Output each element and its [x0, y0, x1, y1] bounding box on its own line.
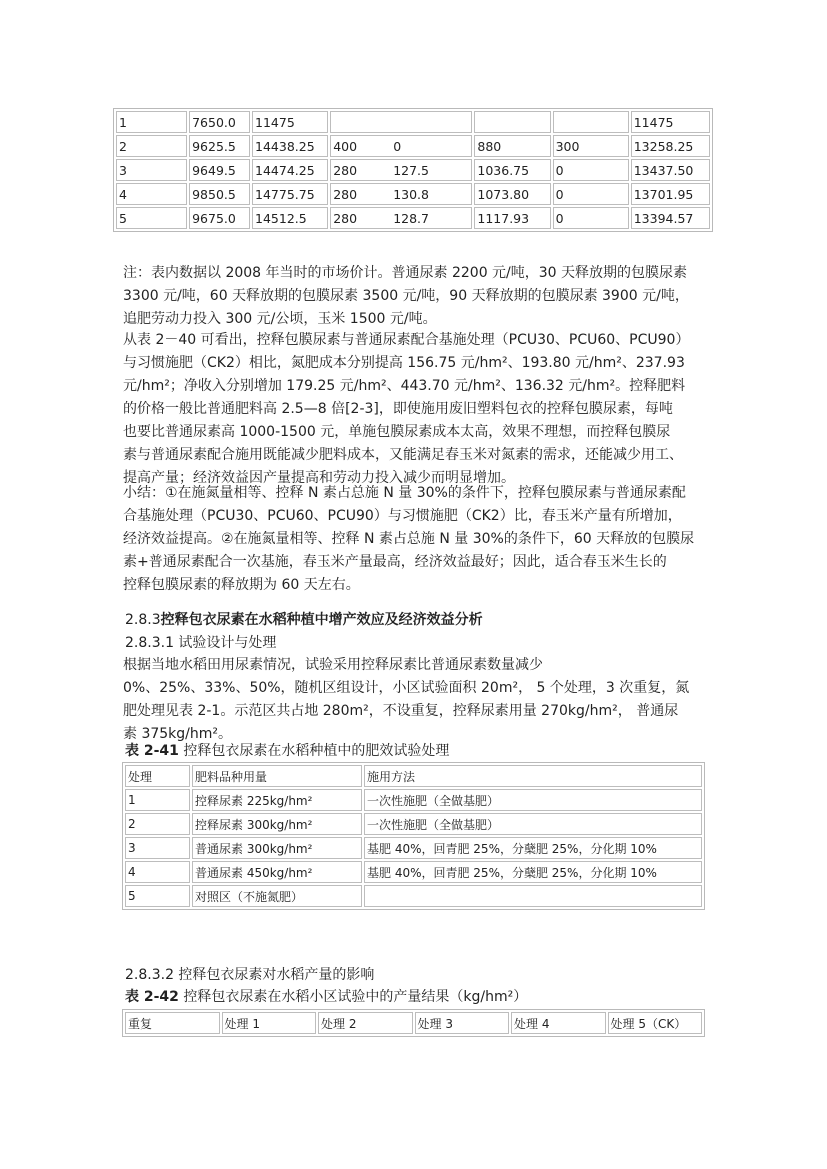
- table-label: 表 2-42: [125, 989, 179, 1005]
- table-cell: 880: [474, 135, 550, 157]
- table-cell: 一次性施肥（全做基肥）: [364, 813, 702, 835]
- table-cell: 9625.5: [189, 135, 250, 157]
- table-row: [116, 159, 710, 181]
- table-cell: 1036.75: [474, 159, 550, 181]
- summary-line: 素+普通尿素配合一次基施，春玉米产量最高，经济效益最好；因此，适合春玉米生长的: [123, 554, 667, 570]
- table-cell: 对照区（不施氮肥）: [192, 885, 362, 907]
- table-title: 控释包衣尿素在水稻种植中的肥效试验处理: [183, 743, 450, 759]
- column-header: 处理 4: [511, 1012, 606, 1034]
- yield-result-table: [122, 1009, 705, 1037]
- table-cell: 9649.5: [189, 159, 250, 181]
- table-cell: 控释尿素 225kg/hm²: [192, 789, 362, 811]
- analysis-line: 从表 2－40 可看出，控释包膜尿素与普通尿素配合基施处理（PCU30、PCU60、PCU90）: [123, 332, 690, 348]
- table-cell: 0: [553, 159, 629, 181]
- summary-line: 合基施处理（PCU30、PCU60、PCU90）与习惯施肥（CK2）比，春玉米产量有所增加，: [123, 508, 682, 524]
- summary-line: 控释包膜尿素的释放期为 60 天左右。: [123, 577, 360, 593]
- note-line: 追肥劳动力投入 300 元/公顷，玉米 1500 元/吨。: [123, 311, 437, 327]
- table-cell: 9675.0: [189, 207, 250, 229]
- design-paragraph: [123, 654, 723, 746]
- table-cell: 13258.25: [631, 135, 710, 157]
- table-cell: 普通尿素 300kg/hm²: [192, 837, 362, 859]
- table-cell: 4: [116, 183, 187, 205]
- table-row: [116, 207, 710, 229]
- cell-value: 280: [333, 162, 358, 178]
- analysis-line: 与习惯施肥（CK2）相比，氮肥成本分别提高 156.75 元/hm²、193.80 元/hm²、237.93: [123, 355, 685, 371]
- table-caption: [125, 740, 449, 762]
- table-row: [116, 135, 710, 157]
- table-cell: 14512.5: [252, 207, 328, 229]
- column-header: 处理 5（CK）: [608, 1012, 703, 1034]
- table-row: [125, 789, 702, 811]
- table-cell: 13394.57: [631, 207, 710, 229]
- analysis-line: 的价格一般比普通肥料高 2.5—8 倍[2-3]，即使施用废旧塑料包衣的控释包膜尿素，每吨: [123, 401, 673, 417]
- table-cell: 0: [553, 207, 629, 229]
- table-cell: 基肥 40%，回青肥 25%，分蘖肥 25%，分化期 10%: [364, 837, 702, 859]
- cell-value: 0: [393, 138, 402, 154]
- column-header: 处理 1: [222, 1012, 317, 1034]
- table-cell: 普通尿素 450kg/hm²: [192, 861, 362, 883]
- table-cell: 11475: [252, 111, 328, 133]
- table-cell: 300: [553, 135, 629, 157]
- table-cell: [330, 159, 472, 181]
- summary-line: 小结：①在施氮量相等、控释 N 素占总施 N 量 30%的条件下，控释包膜尿素与普通尿素配: [123, 485, 686, 501]
- table-header-row: [125, 1012, 702, 1034]
- column-header: 处理: [125, 765, 190, 787]
- table-cell: 1117.93: [474, 207, 550, 229]
- table-row: [125, 861, 702, 883]
- table-cell: 3: [116, 159, 187, 181]
- treatment-table: [122, 762, 705, 910]
- table-cell: 1073.80: [474, 183, 550, 205]
- table-cell: 7650.0: [189, 111, 250, 133]
- design-line: 0%、25%、33%、50%，随机区组设计，小区试验面积 20m²， 5 个处理，3 次重复，氮: [123, 680, 690, 696]
- table-cell: [330, 183, 472, 205]
- table-cell: [330, 207, 472, 229]
- table-label: 表 2-41: [125, 743, 179, 759]
- cell-value: 127.5: [393, 162, 429, 178]
- table-cell: 一次性施肥（全做基肥）: [364, 789, 702, 811]
- table-cell: [330, 135, 472, 157]
- column-header: 施用方法: [364, 765, 702, 787]
- table-row: [116, 111, 710, 133]
- analysis-paragraph: [123, 329, 723, 490]
- column-header: 处理 3: [415, 1012, 510, 1034]
- table-cell: 1: [116, 111, 187, 133]
- table-header-row: [125, 765, 702, 787]
- table-cell: [330, 111, 472, 133]
- yield-cost-table: [113, 108, 713, 232]
- table-cell: 14438.25: [252, 135, 328, 157]
- table-cell: 2: [116, 135, 187, 157]
- analysis-line: 提高产量；经济效益因产量提高和劳动力投入减少而明显增加。: [123, 470, 515, 486]
- table-cell: [474, 111, 550, 133]
- design-line: 肥处理见表 2-1。示范区共占地 280m²，不设重复，控释尿素用量 270kg/hm²， 普通尿: [123, 703, 679, 719]
- note-line: 注：表内数据以 2008 年当时的市场价计。普通尿素 2200 元/吨，30 天释放期的包膜尿素: [123, 265, 688, 281]
- table-row: [125, 837, 702, 859]
- section-title: 控释包衣尿素在水稻种植中增产效应及经济效益分析: [160, 612, 483, 628]
- table-cell: 11475: [631, 111, 710, 133]
- table-cell: 3: [125, 837, 190, 859]
- table-caption: [125, 986, 527, 1008]
- section-heading: [125, 609, 483, 631]
- table-row: [125, 885, 702, 907]
- table-cell: [553, 111, 629, 133]
- table-title: 控释包衣尿素在水稻小区试验中的产量结果（kg/hm²）: [183, 989, 528, 1005]
- section-number: 2.8.3: [125, 612, 161, 628]
- table-cell: 控释尿素 300kg/hm²: [192, 813, 362, 835]
- table-row: [116, 183, 710, 205]
- table-cell: 5: [125, 885, 190, 907]
- cell-value: 280: [333, 210, 358, 226]
- cell-value: 280: [333, 186, 358, 202]
- table-cell: 0: [553, 183, 629, 205]
- cell-value: 130.8: [393, 186, 429, 202]
- table-cell: 5: [116, 207, 187, 229]
- table-row: [125, 813, 702, 835]
- note-line: 3300 元/吨，60 天释放期的包膜尿素 3500 元/吨，90 天释放期的包膜尿素 3900 元/吨，: [123, 288, 689, 304]
- cell-value: 400: [333, 138, 358, 154]
- column-header: 重复: [125, 1012, 220, 1034]
- column-header: 处理 2: [318, 1012, 413, 1034]
- design-line: 素 375kg/hm²。: [123, 726, 233, 742]
- table-cell: [364, 885, 702, 907]
- subsection-heading: 2.8.3.1 试验设计与处理: [125, 635, 277, 651]
- summary-paragraph: [123, 482, 723, 597]
- table-cell: 1: [125, 789, 190, 811]
- table-cell: 14474.25: [252, 159, 328, 181]
- subsection-heading: 2.8.3.2 控释包衣尿素对水稻产量的影响: [125, 967, 375, 983]
- column-header: 肥料品种用量: [192, 765, 362, 787]
- design-line: 根据当地水稻田用尿素情况，试验采用控释尿素比普通尿素数量减少: [123, 657, 543, 673]
- analysis-line: 也要比普通尿素高 1000-1500 元，单施包膜尿素成本太高，效果不理想，而控释包膜尿: [123, 424, 671, 440]
- analysis-line: 元/hm²；净收入分别增加 179.25 元/hm²、443.70 元/hm²、136.32 元/hm²。控释肥料: [123, 378, 686, 394]
- summary-line: 经济效益提高。②在施氮量相等、控释 N 素占总施 N 量 30%的条件下，60 天释放的包膜尿: [123, 531, 695, 547]
- table-cell: 13701.95: [631, 183, 710, 205]
- table-cell: 基肥 40%，回青肥 25%，分蘖肥 25%，分化期 10%: [364, 861, 702, 883]
- analysis-line: 素与普通尿素配合施用既能减少肥料成本，又能满足春玉米对氮素的需求，还能减少用工、: [123, 447, 683, 463]
- table-cell: 13437.50: [631, 159, 710, 181]
- table-note: [123, 262, 723, 331]
- table-cell: 4: [125, 861, 190, 883]
- table-cell: 9850.5: [189, 183, 250, 205]
- cell-value: 128.7: [393, 210, 429, 226]
- table-cell: 2: [125, 813, 190, 835]
- table-cell: 14775.75: [252, 183, 328, 205]
